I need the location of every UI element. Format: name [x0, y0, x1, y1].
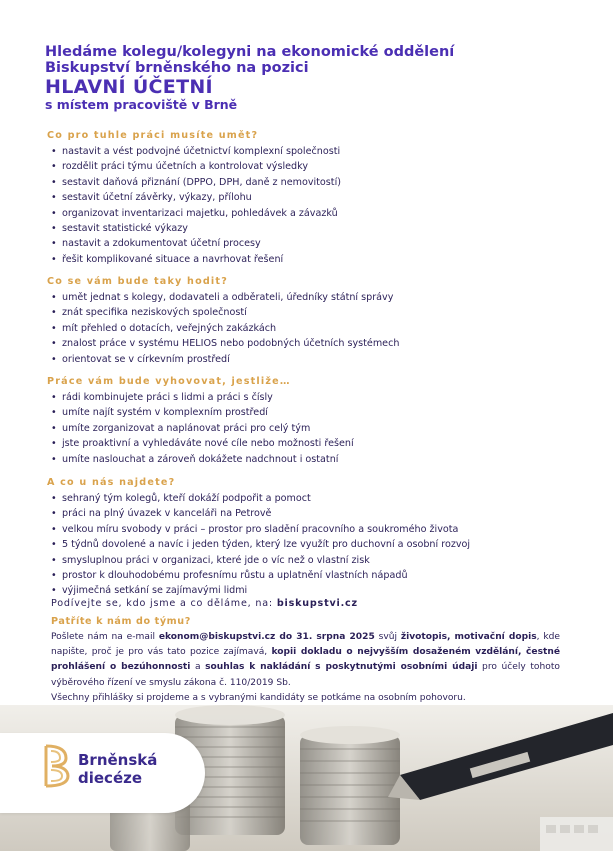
section-what-we-offer	[45, 476, 585, 599]
bullet-icon: •	[51, 508, 57, 520]
section-title: Co pro tuhle práci musíte umět?	[47, 130, 259, 141]
bullet-icon: •	[51, 453, 57, 465]
email-deadline[interactable]: ekonom@biskupstvi.cz do 31. srpna 2025	[158, 632, 375, 642]
list-item: • sestavit statistické výkazy	[45, 221, 585, 236]
section-title: Co se vám bude taky hodit?	[47, 276, 228, 287]
bullet-icon: •	[51, 161, 57, 173]
list-item: • umíte zorganizovat a naplánovat práci pro celý tým	[45, 421, 585, 436]
bullet-icon: •	[51, 253, 57, 265]
logo-line-1: Brněnská	[78, 751, 158, 769]
diocese-b-logo-icon	[42, 742, 70, 790]
list-item: • nastavit a zdokumentovat účetní procesy	[45, 236, 585, 251]
bullet-icon: •	[51, 223, 57, 235]
list-item: • umíte naslouchat a zároveň dokážete nadchnout i ostatní	[45, 452, 585, 467]
bullet-icon: •	[51, 407, 57, 419]
workplace-location: s místem pracoviště v Brně	[45, 97, 238, 112]
nice-to-have-list	[45, 290, 585, 367]
list-item: • rádi kombinujete práci s lidmi a práci s čísly	[45, 390, 585, 405]
list-item: • sehraný tým kolegů, kteří dokáží podpořit a pomoct	[45, 491, 585, 506]
enjoy-list	[45, 390, 585, 467]
bullet-icon: •	[51, 322, 57, 334]
list-item: • řešit komplikované situace a navrhovat řešení	[45, 252, 585, 267]
diocese-name	[78, 751, 157, 787]
bullet-icon: •	[51, 238, 57, 250]
bullet-icon: •	[51, 539, 57, 551]
bullet-icon: •	[51, 146, 57, 157]
list-item: • sestavit daňová přiznání (DPPO, DPH, daně z nemovitostí)	[45, 175, 585, 190]
bullet-icon: •	[51, 493, 57, 504]
list-item: • mít přehled o dotacích, veřejných zakázkách	[45, 321, 585, 336]
bullet-icon: •	[51, 422, 57, 434]
bullet-icon: •	[51, 554, 57, 566]
list-item: • sestavit účetní závěrky, výkazy, přílohu	[45, 190, 585, 205]
website-prefix: Podívejte se, kdo jsme a co děláme, na:	[51, 598, 273, 609]
bullet-icon: •	[51, 392, 57, 403]
heading-line-2: Biskupství brněnského na pozici	[45, 60, 309, 76]
list-item: • práci na plný úvazek v kanceláři na Petrově	[45, 506, 585, 521]
website-line	[51, 597, 358, 611]
heading-line-1: Hledáme kolegu/kolegyni na ekonomické oddělení	[45, 44, 455, 60]
bullet-icon: •	[51, 438, 57, 450]
bullet-icon: •	[51, 307, 57, 319]
list-item: • umět jednat s kolegy, dodavateli a odběrateli, úředníky státní správy	[45, 290, 585, 305]
list-item: • výjimečná setkání se zajímavými lidmi	[45, 583, 585, 598]
list-item: • znát specifika neziskových společností	[45, 305, 585, 320]
list-item: • 5 týdnů dovolené a navíc i jeden týden, který lze využít pro duchovní a osobní rozvoj	[45, 537, 585, 552]
section-you-will-enjoy	[45, 375, 585, 467]
benefits-list	[45, 491, 585, 599]
bullet-icon: •	[51, 176, 57, 188]
bullet-icon: •	[51, 585, 57, 597]
bullet-icon: •	[51, 523, 57, 535]
section-title: Práce vám bude vyhovovat, jestliže…	[47, 376, 291, 387]
list-item: • smysluplnou práci v organizaci, které jde o víc než o vlastní zisk	[45, 553, 585, 568]
logo-line-2: diecéze	[78, 769, 143, 787]
bullet-icon: •	[51, 338, 57, 350]
list-item: • umíte najít systém v komplexním prostředí	[45, 405, 585, 420]
list-item: • jste proaktivní a vyhledáváte nové cíle nebo možnosti řešení	[45, 436, 585, 451]
bullet-icon: •	[51, 192, 57, 204]
list-item: • prostor k dlouhodobému profesnímu růstu a uplatnění vlastních nápadů	[45, 568, 585, 583]
posting-heading	[45, 44, 585, 112]
list-item: • nastavit a vést podvojné účetnictví komplexní společnosti	[45, 144, 585, 159]
section-required-skills	[45, 129, 585, 267]
list-item: • orientovat se v církevním prostředí	[45, 352, 585, 367]
list-item: • velkou míru svobody v práci – prostor pro sladění pracovního a soukromého života	[45, 522, 585, 537]
bullet-icon: •	[51, 570, 57, 582]
list-item: • znalost práce v systému HELIOS nebo podobných účetních systémech	[45, 336, 585, 351]
section-title: A co u nás najdete?	[47, 477, 176, 488]
bullet-icon: •	[51, 292, 57, 303]
application-instructions: Pošlete nám na e-mail ekonom@biskupstvi.cz do 31. srpna 2025 svůj životopis, motivační dopis, kde napište, proč je pro vás tato pozice zajímavá, kopii dokladu o nejvyšším dosaženém vzdělání, čestné prohlášení o bezúhonnosti a souhlas k nakládání s poskytnutými osobními údaji pro účely tohoto výběrového řízení ve smyslu zákona č. 110/2019 Sb. Všechny přihlášky si projdeme a s vybranými kandidáty se potkáme na osobním pohovoru.	[51, 630, 560, 706]
closing-sentence: Všechny přihlášky si projdeme a s vybranými kandidáty se potkáme na osobním pohovoru.	[51, 692, 466, 703]
position-title: HLAVNÍ ÚČETNÍ	[45, 76, 213, 98]
section-nice-to-have	[45, 275, 585, 367]
list-item: • organizovat inventarizaci majetku, pohledávek a závazků	[45, 206, 585, 221]
skills-list	[45, 144, 585, 267]
list-item: • rozdělit práci týmu účetních a kontrolovat výsledky	[45, 159, 585, 174]
bullet-icon: •	[51, 353, 57, 365]
bullet-icon: •	[51, 207, 57, 219]
diocese-logo	[0, 733, 205, 813]
team-title: Patříte k nám do týmu?	[51, 616, 191, 627]
website-link[interactable]: biskupstvi.cz	[276, 598, 358, 609]
